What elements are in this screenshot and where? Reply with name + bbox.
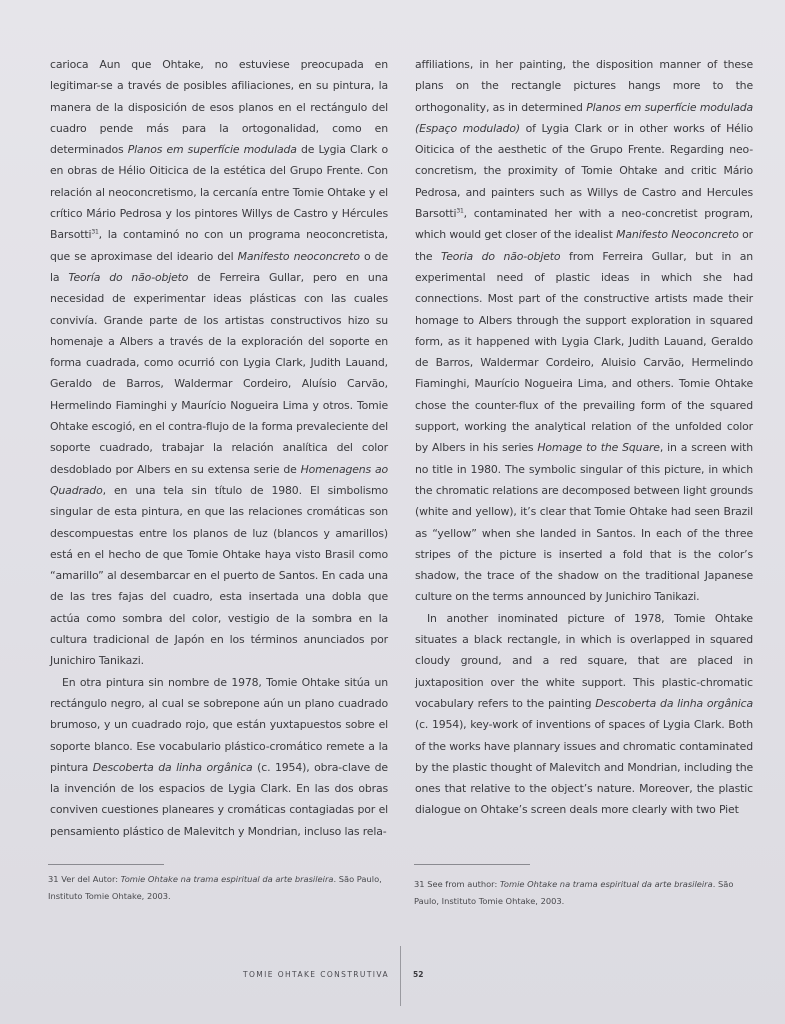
footnote-spanish: 31 Ver del Autor: Tomie Ohtake na trama espiritual da arte brasileira. São Paulo, Instituto Tomie Ohtake, 2003.	[48, 874, 382, 901]
english-paragraph-1: affiliations, in her painting, the disposition manner of these plans on the rectangle pictures hangs more to the orthogonality, as in determined Planos em superfície modulada (Espaço modulado) of Lygia Clark or in other works of Hélio Oiticica of the aesthetic of the Grupo Frente. Regarding neo-concretism, the proximity of Tomie Ohtake and critic Mário Pedrosa, and painters such as Willys de Castro and Hercules Barsotti$^{31}$, contaminated her with a neo-concretist program, which would get closer of the idealist Manifesto Neoconcreto or the Teoria do não-objeto from Ferreira Gullar, but in an experimental need of plastic ideas in which she had connections. Most part of the constructive artists made their homage to Albers through the support exploration in squared form, as it happened with Lygia Clark, Judith Lauand, Geraldo de Barros, Waldermar Cordeiro, Aluisio Carvão, Hermelindo Fiaminghi, Maurício Nogueira Lima, and others. Tomie Ohtake chose the counter-flux of the prevailing form of the squared support, working the analytical relation of the unfolded color by Albers in his series Homage to the Square, in a screen with no title in 1980. The symbolic singular of this picture, in which the chromatic relations are decomposed between light grounds (white and yellow), it’s clear that Tomie Ohtake had seen Brazil as “yellow” when she landed in Santos. In each of the three stripes of the picture is inserted a fold that is the color’s shadow, the trace of the shadow on the traditional Japanese culture on the terms announced by Junichiro Tanikazi.	[415, 58, 754, 604]
spanish-paragraph-1: carioca Aun que Ohtake, no estuviese preocupada en legitimar-se a través de posibles afiliaciones, en su pintura, la manera de la disposición de esos planos en el rectángulo del cuadro pende más para la ortogonalidad, como en determinados Planos em superfície modulada de Lygia Clark o en obras de Hélio Oiticica de la estética del Grupo Frente. Con relación al neoconcretismo, la cercanía entre Tomie Ohtake y el crítico Mário Pedrosa y los pintores Willys de Castro y Hércules Barsotti$^{31}$, la contaminó no con un programa neoconcretista, que se aproximase del ideario del Manifesto neoconcreto o de la Teoría do não-objeto de Ferreira Gullar, pero en una necesidad de experimentar ideas plásticas con las cuales convivía. Grande parte de los artistas constructivos hizo su homenaje a Albers a través de la exploración del soporte en forma cuadrada, como ocurrió con Lygia Clark, Judith Lauand, Geraldo de Barros, Waldermar Cordeiro, Aluísio Carvão, Hermelindo Fiaminghi y Maurício Nogueira Lima y otros. Tomie Ohtake escogió, en el contra-flujo de la forma prevaleciente del soporte cuadrado, trabajar la relación analítica del color desdoblado por Albers en su extensa serie de Homenagens ao Quadrado, en una tela sin título de 1980. El simbolismo singular de esta pintura, en que las relaciones cromáticas son descompuestas entre los planos de luz (blancos y amarillos) está en el hecho de que Tomie Ohtake haya visto Brasil como “amarillo” al desembarcar en el puerto de Santos. En cada una de las tres fajas del cuadro, esta insertada una dobla que actúa como sombra del color, vestigio de la sombra en la cultura tradicional de Japón en los términos anunciados por Junichiro Tanikazi.	[50, 58, 389, 668]
spanish-text-column	[50, 54, 388, 842]
footnote-divider	[414, 864, 530, 865]
english-text-column	[415, 54, 753, 821]
english-paragraph-2: In another inominated picture of 1978, Tomie Ohtake situates a black rectangle, in which is overlapped in squared cloudy ground, and a red square, that are placed in juxtaposition over the white support. This plastic-chromatic vocabulary refers to the painting Descoberta da linha orgânica (c. 1954), key-work of inventions of spaces of Lygia Clark. Both of the works have plannary issues and chromatic contaminated by the plastic thought of Malevitch and Mondrian, including the ones that relative to the object’s nature. Moreover, the plastic dialogue on Ohtake’s screen deals more clearly with two Piet	[415, 611, 753, 817]
footnote-ref-31: 31	[456, 207, 464, 215]
spanish-paragraph-2: En otra pintura sin nombre de 1978, Tomie Ohtake sitúa un rectángulo negro, al cual se sobrepone aún un plano cuadrado brumoso, y un cuadrado rojo, que están yuxtapuestos sobre el soporte blanco. Ese vocabulario plástico-cromático remete a la pintura Descoberta da linha orgânica (c. 1954), obra-clave de la invención de los espacios de Lygia Clark. En las dos obras conviven cuestiones planeares y cromáticas contagiadas por el pensamiento plástico de Malevitch y Mondrian, incluso las rela-	[50, 675, 388, 838]
footer-divider	[400, 946, 401, 1006]
footnote-ref-31: 31	[91, 228, 99, 236]
footnote-english: 31 See from author: Tomie Ohtake na trama espiritual da arte brasileira. São Paulo, Instituto Tomie Ohtake, 2003.	[414, 879, 734, 906]
running-footer-title: TOMIE OHTAKE CONSTRUTIVA	[243, 970, 389, 979]
footnote-divider	[48, 864, 164, 865]
page-number: 52	[413, 970, 424, 979]
